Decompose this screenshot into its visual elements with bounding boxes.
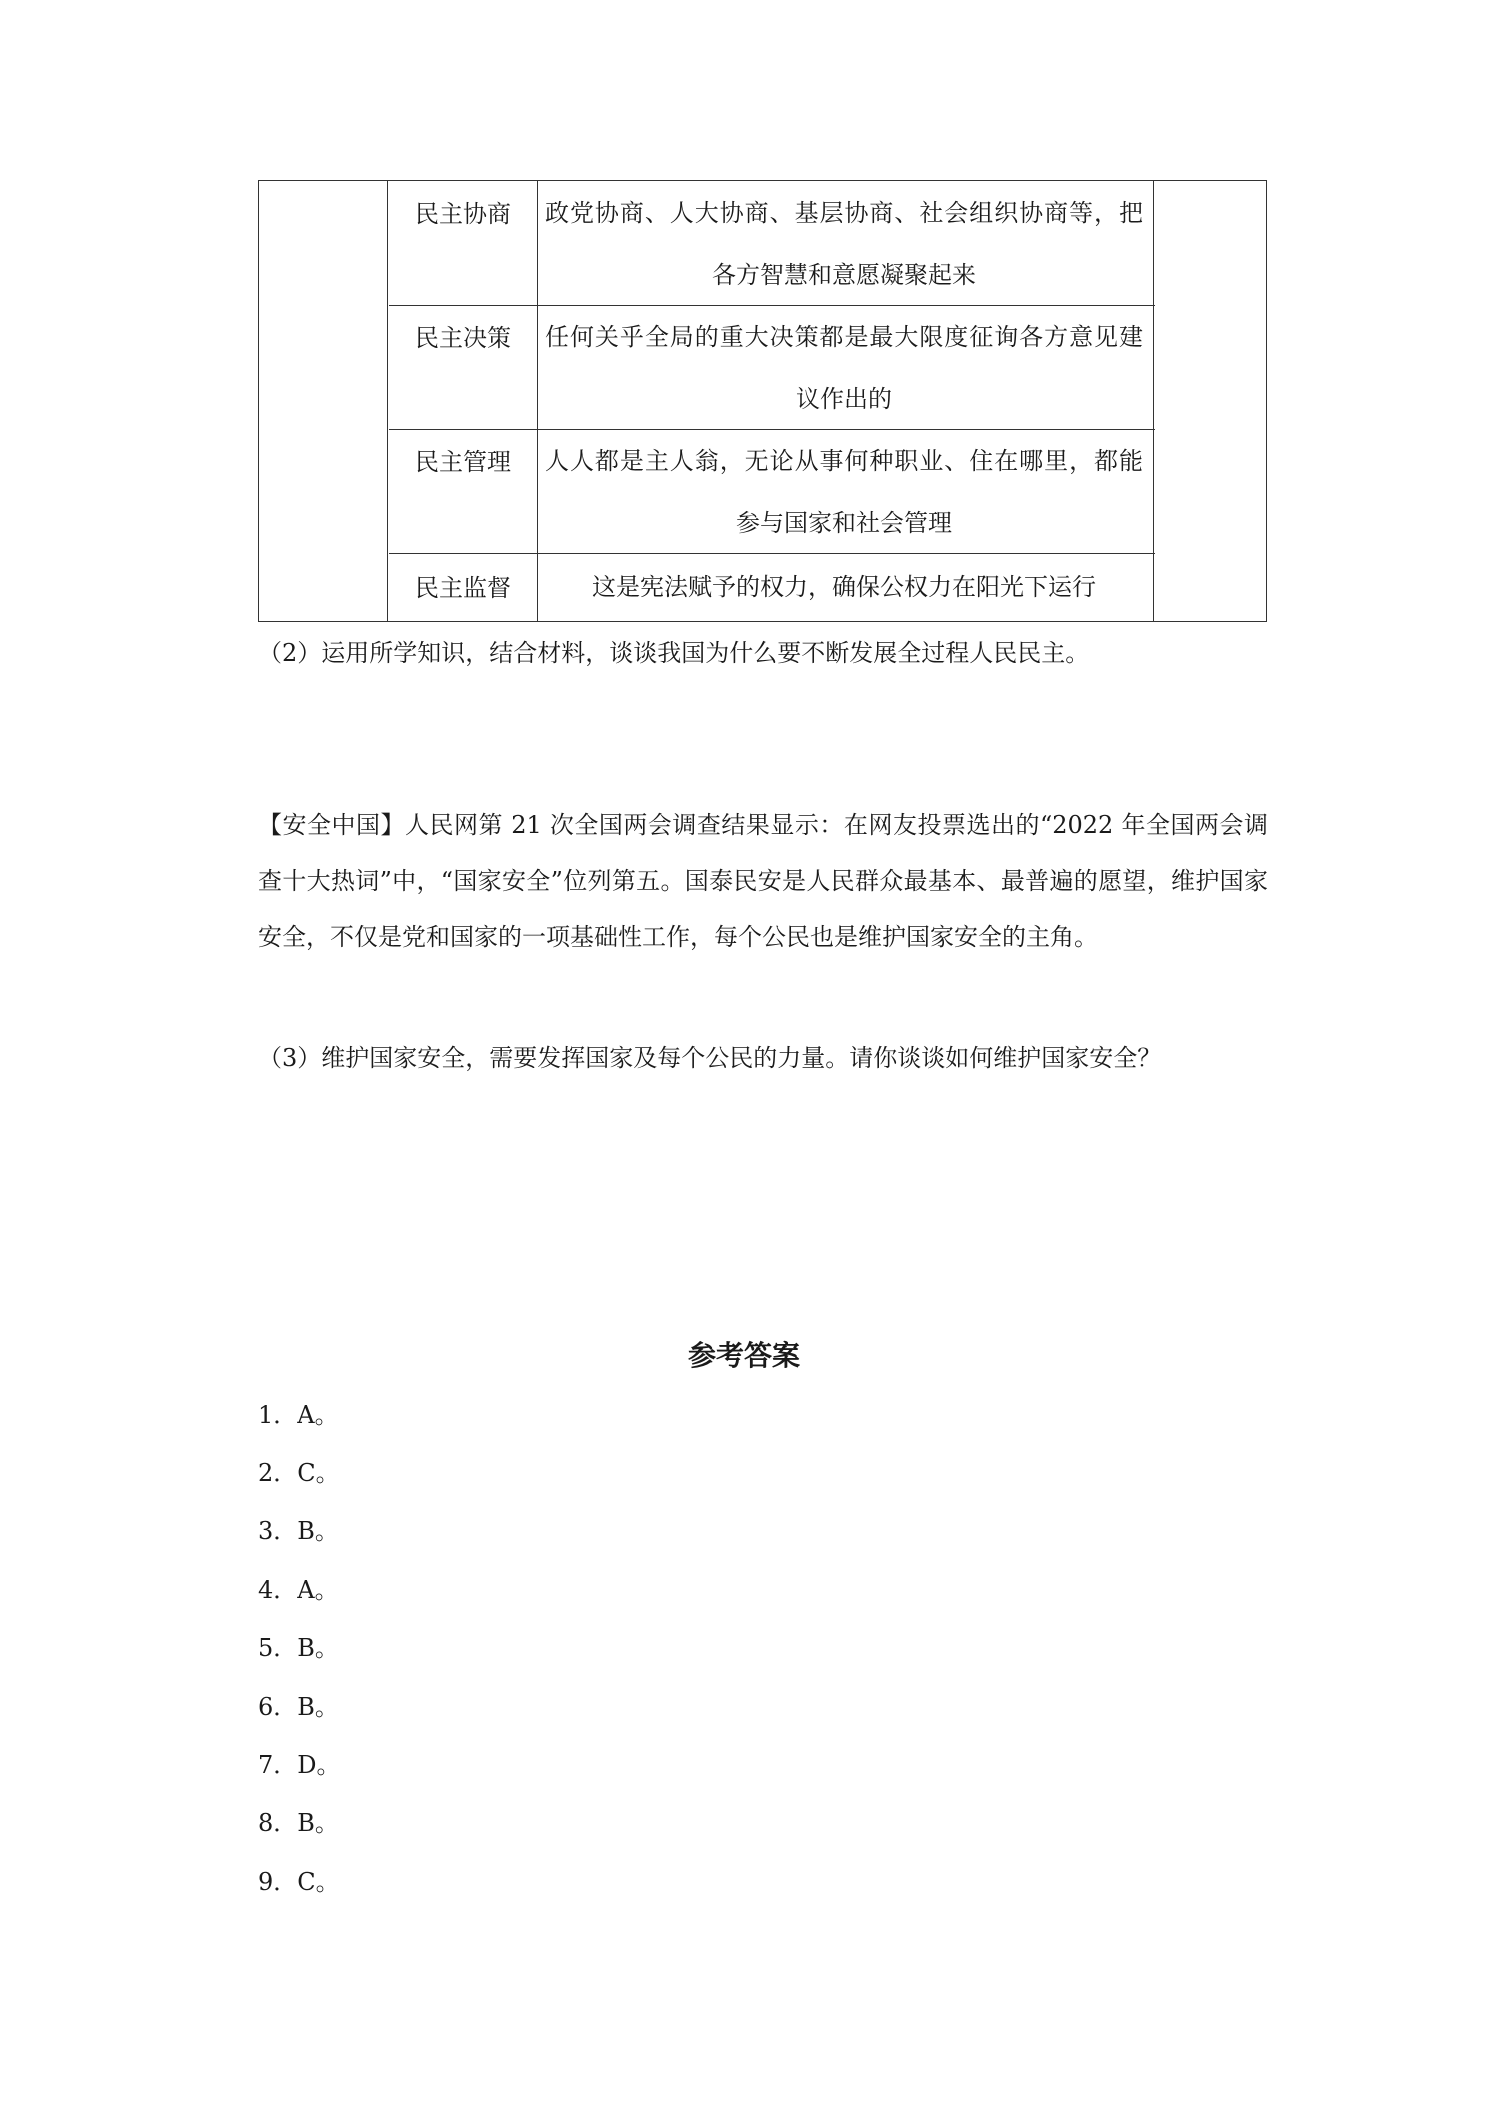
table-cell-name: 民主协商 <box>415 200 511 228</box>
answer-item: 5．B。 <box>258 1634 339 1662</box>
material-3: 【安全中国】人民网第 21 次全国两会调查结果显示：在网友投票选出的“2022 年全国两会调查十大热词”中，“国家安全”位列第五。国泰民安是人民群众最基本、最普遍的愿望，维护国家安全，不仅是党和国家的一项基础性工作，每个公民也是维护国家安全的主角。 <box>258 811 1268 951</box>
table-divider <box>537 181 538 621</box>
table-cell-name: 民主管理 <box>415 448 511 476</box>
table-cell-desc: 政党协商、人大协商、基层协商、社会组织协商等，把各方智慧和意愿凝聚起来 <box>545 199 1143 289</box>
answer-item: 2．C。 <box>258 1459 340 1487</box>
answer-item: 4．A。 <box>258 1576 339 1604</box>
answer-item: 9．C。 <box>258 1868 340 1896</box>
table-cell-desc: 这是宪法赋予的权力，确保公权力在阳光下运行 <box>592 573 1096 601</box>
democracy-table <box>258 180 1267 622</box>
answer-item: 8．B。 <box>258 1809 339 1837</box>
answer-item: 1．A。 <box>258 1401 339 1429</box>
answer-item: 7．D。 <box>258 1751 341 1779</box>
table-divider <box>1153 181 1154 621</box>
table-cell-desc: 任何关乎全局的重大决策都是最大限度征询各方意见建议作出的 <box>545 323 1143 413</box>
question-2: （2）运用所学知识，结合材料，谈谈我国为什么要不断发展全过程人民民主。 <box>258 639 1090 667</box>
answers-title: 参考答案 <box>687 1339 800 1372</box>
table-cell-desc: 人人都是主人翁，无论从事何种职业、住在哪里，都能参与国家和社会管理 <box>545 447 1143 537</box>
table-cell-name: 民主决策 <box>415 324 511 352</box>
answer-item: 3．B。 <box>258 1517 339 1545</box>
answer-item: 6．B。 <box>258 1693 339 1721</box>
table-cell-name: 民主监督 <box>415 574 511 602</box>
table-divider <box>387 181 388 621</box>
question-3: （3）维护国家安全，需要发挥国家及每个公民的力量。请你谈谈如何维护国家安全？ <box>258 1044 1162 1072</box>
